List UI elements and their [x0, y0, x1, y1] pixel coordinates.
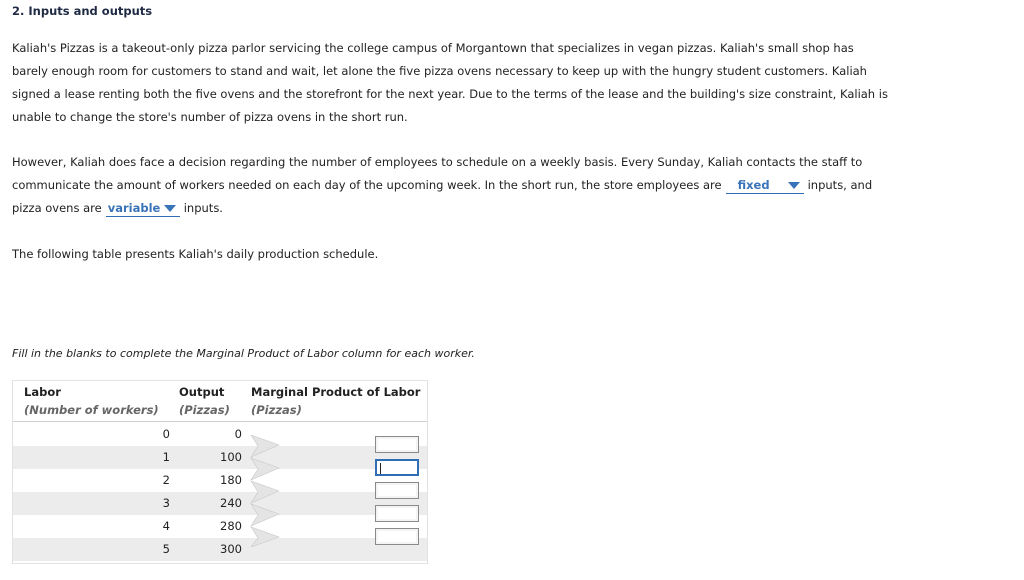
chevron-right-icon — [251, 435, 279, 457]
labor-cell: 5 — [162, 542, 170, 556]
table-row — [13, 538, 427, 561]
question-heading: 2. Inputs and outputs — [12, 4, 153, 18]
mpl-input-worker-5[interactable] — [375, 528, 419, 545]
labor-cell: 2 — [162, 473, 170, 487]
output-cell: 100 — [220, 450, 242, 464]
mpl-input-worker-1[interactable] — [375, 436, 419, 453]
output-column-unit: (Pizzas) — [179, 403, 230, 417]
output-cell: 240 — [220, 496, 242, 510]
dropdown-selected-value: fixed — [737, 178, 770, 192]
labor-cell: 0 — [162, 427, 170, 441]
output-cell: 280 — [220, 519, 242, 533]
output-cell: 300 — [220, 542, 242, 556]
labor-cell: 4 — [162, 519, 170, 533]
ovens-input-type-dropdown[interactable] — [106, 200, 180, 217]
text-cursor — [380, 463, 381, 474]
mpl-input-worker-2[interactable] — [375, 459, 419, 476]
decision-text-a: However, Kaliah does face a decision regarding the number of employees to schedule on a weekly basis. Every Sunday, Kaliah contacts the staff to communicate the amount of workers needed on each day of the upcoming week. In the short run, the store employees are — [12, 155, 863, 192]
decision-text-c: inputs. — [183, 201, 223, 215]
mpl-column-header: Marginal Product of Labor — [251, 385, 421, 399]
mpl-input-worker-4[interactable] — [375, 505, 419, 522]
output-column-header: Output — [179, 385, 225, 399]
labor-cell: 3 — [162, 496, 170, 510]
table-row — [13, 423, 427, 446]
instruction-text: Fill in the blanks to complete the Marginal Product of Labor column for each worker. — [12, 347, 475, 360]
row-difference-chevrons-icon — [249, 435, 281, 547]
table-row — [13, 515, 427, 538]
labor-column-header: Labor — [24, 385, 61, 399]
output-cell: 0 — [234, 427, 242, 441]
table-intro-text: The following table presents Kaliah's daily production schedule. — [12, 247, 379, 261]
table-row — [13, 469, 427, 492]
table-row — [13, 446, 427, 469]
labor-column-unit: (Number of workers) — [24, 403, 159, 417]
table-row — [13, 492, 427, 515]
mpl-column-unit: (Pizzas) — [251, 403, 302, 417]
chevron-right-icon — [251, 527, 279, 547]
dropdown-arrow-icon — [164, 205, 176, 212]
decision-paragraph — [12, 151, 892, 220]
mpl-input-worker-3[interactable] — [375, 482, 419, 499]
intro-paragraph: Kaliah's Pizzas is a takeout-only pizza parlor servicing the college campus of Morgantown that specializes in vegan pizzas. Kaliah's small shop has barely enough room for customers to stand and wait, let alone the five pizza ovens necessary to keep up with the hungry student customers. Kaliah signed a lease renting both the five ovens and the storefront for the next year. Due to the terms of the lease and the building's size constraint, Kaliah is unable to change the store's number of pizza ovens in the short run. — [12, 41, 888, 124]
chevron-right-icon — [251, 458, 279, 480]
decision-text-b: inputs, and pizza ovens are — [12, 178, 873, 215]
labor-cell: 1 — [162, 450, 170, 464]
chevron-right-icon — [251, 504, 279, 526]
table-header — [13, 381, 427, 422]
chevron-right-icon — [251, 481, 279, 503]
output-cell: 180 — [220, 473, 242, 487]
production-schedule-table — [12, 380, 428, 564]
dropdown-arrow-icon — [788, 182, 800, 189]
dropdown-selected-value: variable — [107, 201, 161, 215]
employees-input-type-dropdown[interactable] — [726, 177, 804, 194]
